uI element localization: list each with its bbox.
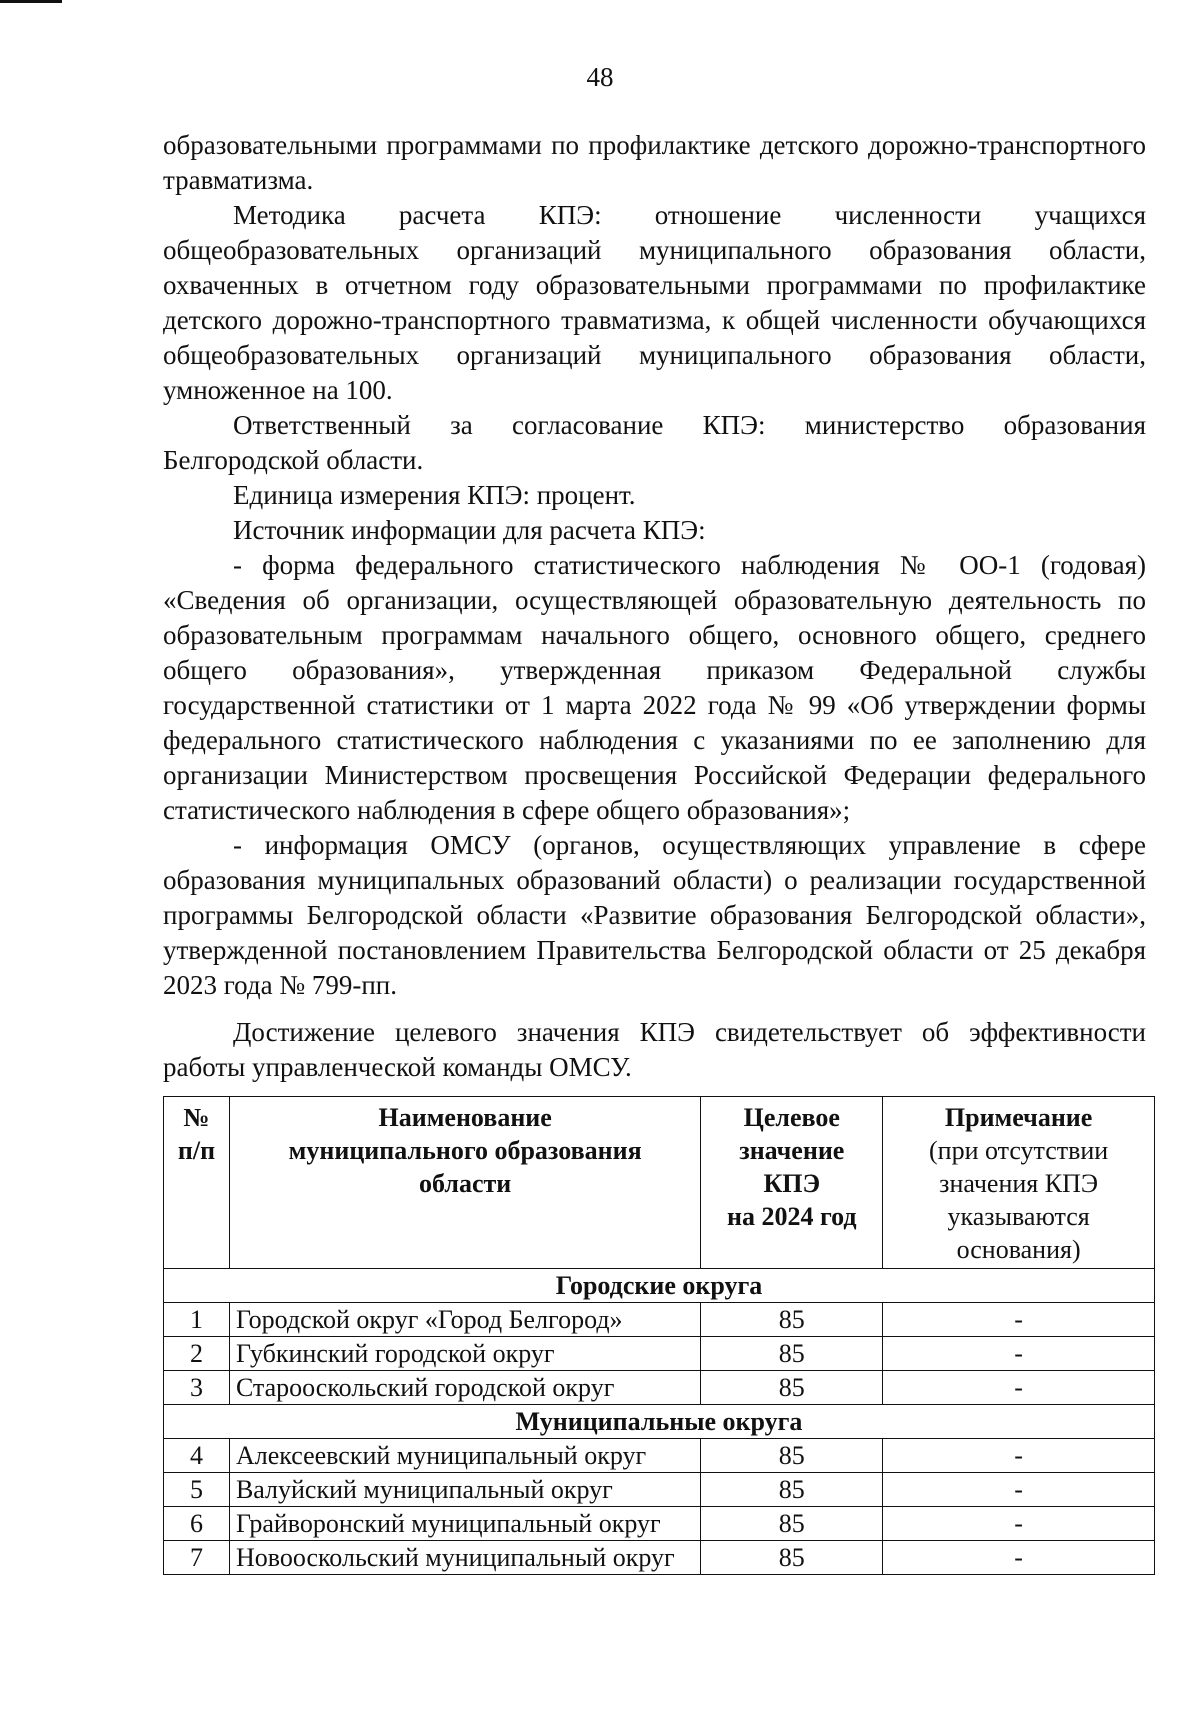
paragraph-source-heading: Источник информации для расчета КПЭ: bbox=[233, 515, 706, 545]
row-note: - bbox=[883, 1507, 1155, 1541]
header-municipality-line: области bbox=[419, 1169, 512, 1198]
row-note: - bbox=[883, 1371, 1155, 1405]
header-target-line: КПЭ bbox=[763, 1169, 821, 1198]
table-row bbox=[164, 1439, 1155, 1473]
row-number: 5 bbox=[164, 1473, 230, 1507]
row-target-value: 85 bbox=[701, 1541, 883, 1575]
header-number-line: № bbox=[183, 1103, 210, 1132]
header-note-line: значения КПЭ bbox=[939, 1169, 1099, 1198]
row-number: 7 bbox=[164, 1541, 230, 1575]
row-municipality: Старооскольский городской округ bbox=[229, 1371, 700, 1405]
group-row-municipal-districts bbox=[164, 1405, 1155, 1439]
group-title: Городские округа bbox=[164, 1269, 1155, 1303]
row-target-value: 85 bbox=[701, 1473, 883, 1507]
row-number: 2 bbox=[164, 1337, 230, 1371]
table-row bbox=[164, 1473, 1155, 1507]
kpe-table bbox=[163, 1096, 1155, 1575]
table-row bbox=[164, 1303, 1155, 1337]
row-number: 3 bbox=[164, 1371, 230, 1405]
header-target-line: Целевое bbox=[743, 1103, 840, 1132]
row-municipality: Грайворонский муниципальный округ bbox=[229, 1507, 700, 1541]
header-note-line: основания) bbox=[956, 1235, 1081, 1264]
group-row-urban-districts bbox=[164, 1269, 1155, 1303]
paragraph-intro: образовательными программами по профилактике детского дорожно-транспортного травматизма. bbox=[163, 130, 1146, 195]
header-municipality-line: муниципального образования bbox=[288, 1136, 642, 1165]
table-row bbox=[164, 1337, 1155, 1371]
header-target-value bbox=[701, 1097, 883, 1269]
row-target-value: 85 bbox=[701, 1371, 883, 1405]
row-target-value: 85 bbox=[701, 1337, 883, 1371]
paragraph-unit: Единица измерения КПЭ: процент. bbox=[233, 480, 636, 510]
row-municipality: Новооскольский муниципальный округ bbox=[229, 1541, 700, 1575]
paragraph-responsible: Ответственный за согласование КПЭ: министерство образования Белгородской области. bbox=[163, 410, 1146, 475]
header-municipality bbox=[229, 1097, 700, 1269]
header-target-line: на 2024 год bbox=[727, 1202, 857, 1231]
row-target-value: 85 bbox=[701, 1507, 883, 1541]
row-municipality: Валуйский муниципальный округ bbox=[229, 1473, 700, 1507]
header-note bbox=[883, 1097, 1155, 1269]
table-row bbox=[164, 1371, 1155, 1405]
row-target-value: 85 bbox=[701, 1303, 883, 1337]
page-number: 48 bbox=[586, 62, 614, 92]
row-municipality: Городской округ «Город Белгород» bbox=[229, 1303, 700, 1337]
header-note-line: указываются bbox=[947, 1202, 1090, 1231]
row-number: 4 bbox=[164, 1439, 230, 1473]
header-municipality-line: Наименование bbox=[378, 1103, 552, 1132]
document-body bbox=[163, 128, 1146, 1085]
table-header-row bbox=[164, 1097, 1155, 1269]
paragraph-conclusion: Достижение целевого значения КПЭ свидетельствует об эффективности работы управленческой команды ОМСУ. bbox=[163, 1017, 1146, 1082]
paragraph-source-omsu: - информация ОМСУ (органов, осуществляющих управление в сфере образования муниципальных образований области) о реализации государственной программы Белгородской области «Развитие образования Белгородской области», утвержденной постановлением Правительства Белгородской области от 25 декабря 2023 года № 799-пп. bbox=[163, 830, 1146, 1000]
header-note-line: Примечание bbox=[944, 1103, 1093, 1132]
row-note: - bbox=[883, 1541, 1155, 1575]
group-title: Муниципальные округа bbox=[164, 1405, 1155, 1439]
paragraph-methodology: Методика расчета КПЭ: отношение численности учащихся общеобразовательных организаций муниципального образования области, охваченных в отчетном году образовательными программами по профилактике детского дорожно-транспортного травматизма, к общей численности обучающихся общеобразовательных организаций муниципального образования области, умноженное на 100. bbox=[163, 200, 1146, 405]
header-note-line: (при отсутствии bbox=[929, 1136, 1109, 1165]
header-number-line: п/п bbox=[177, 1136, 216, 1165]
row-note: - bbox=[883, 1303, 1155, 1337]
header-target-line: значение bbox=[739, 1136, 845, 1165]
row-number: 6 bbox=[164, 1507, 230, 1541]
row-note: - bbox=[883, 1473, 1155, 1507]
row-target-value: 85 bbox=[701, 1439, 883, 1473]
table-row bbox=[164, 1507, 1155, 1541]
row-municipality: Губкинский городской округ bbox=[229, 1337, 700, 1371]
paragraph-source-form: - форма федерального статистического наблюдения № ОО-1 (годовая) «Сведения об организации, осуществляющей образовательную деятельность по образовательным программам начального общего, основного общего, среднего общего образования», утвержденная приказом Федеральной службы государственной статистики от 1 марта 2022 года № 99 «Об утверждении формы федерального статистического наблюдения с указаниями по ее заполнению для организации Министерством просвещения Российской Федерации федерального статистического наблюдения в сфере общего образования»; bbox=[163, 550, 1146, 825]
row-number: 1 bbox=[164, 1303, 230, 1337]
row-municipality: Алексеевский муниципальный округ bbox=[229, 1439, 700, 1473]
corner-rule bbox=[0, 0, 62, 3]
header-number bbox=[164, 1097, 230, 1269]
row-note: - bbox=[883, 1337, 1155, 1371]
table-row bbox=[164, 1541, 1155, 1575]
row-note: - bbox=[883, 1439, 1155, 1473]
